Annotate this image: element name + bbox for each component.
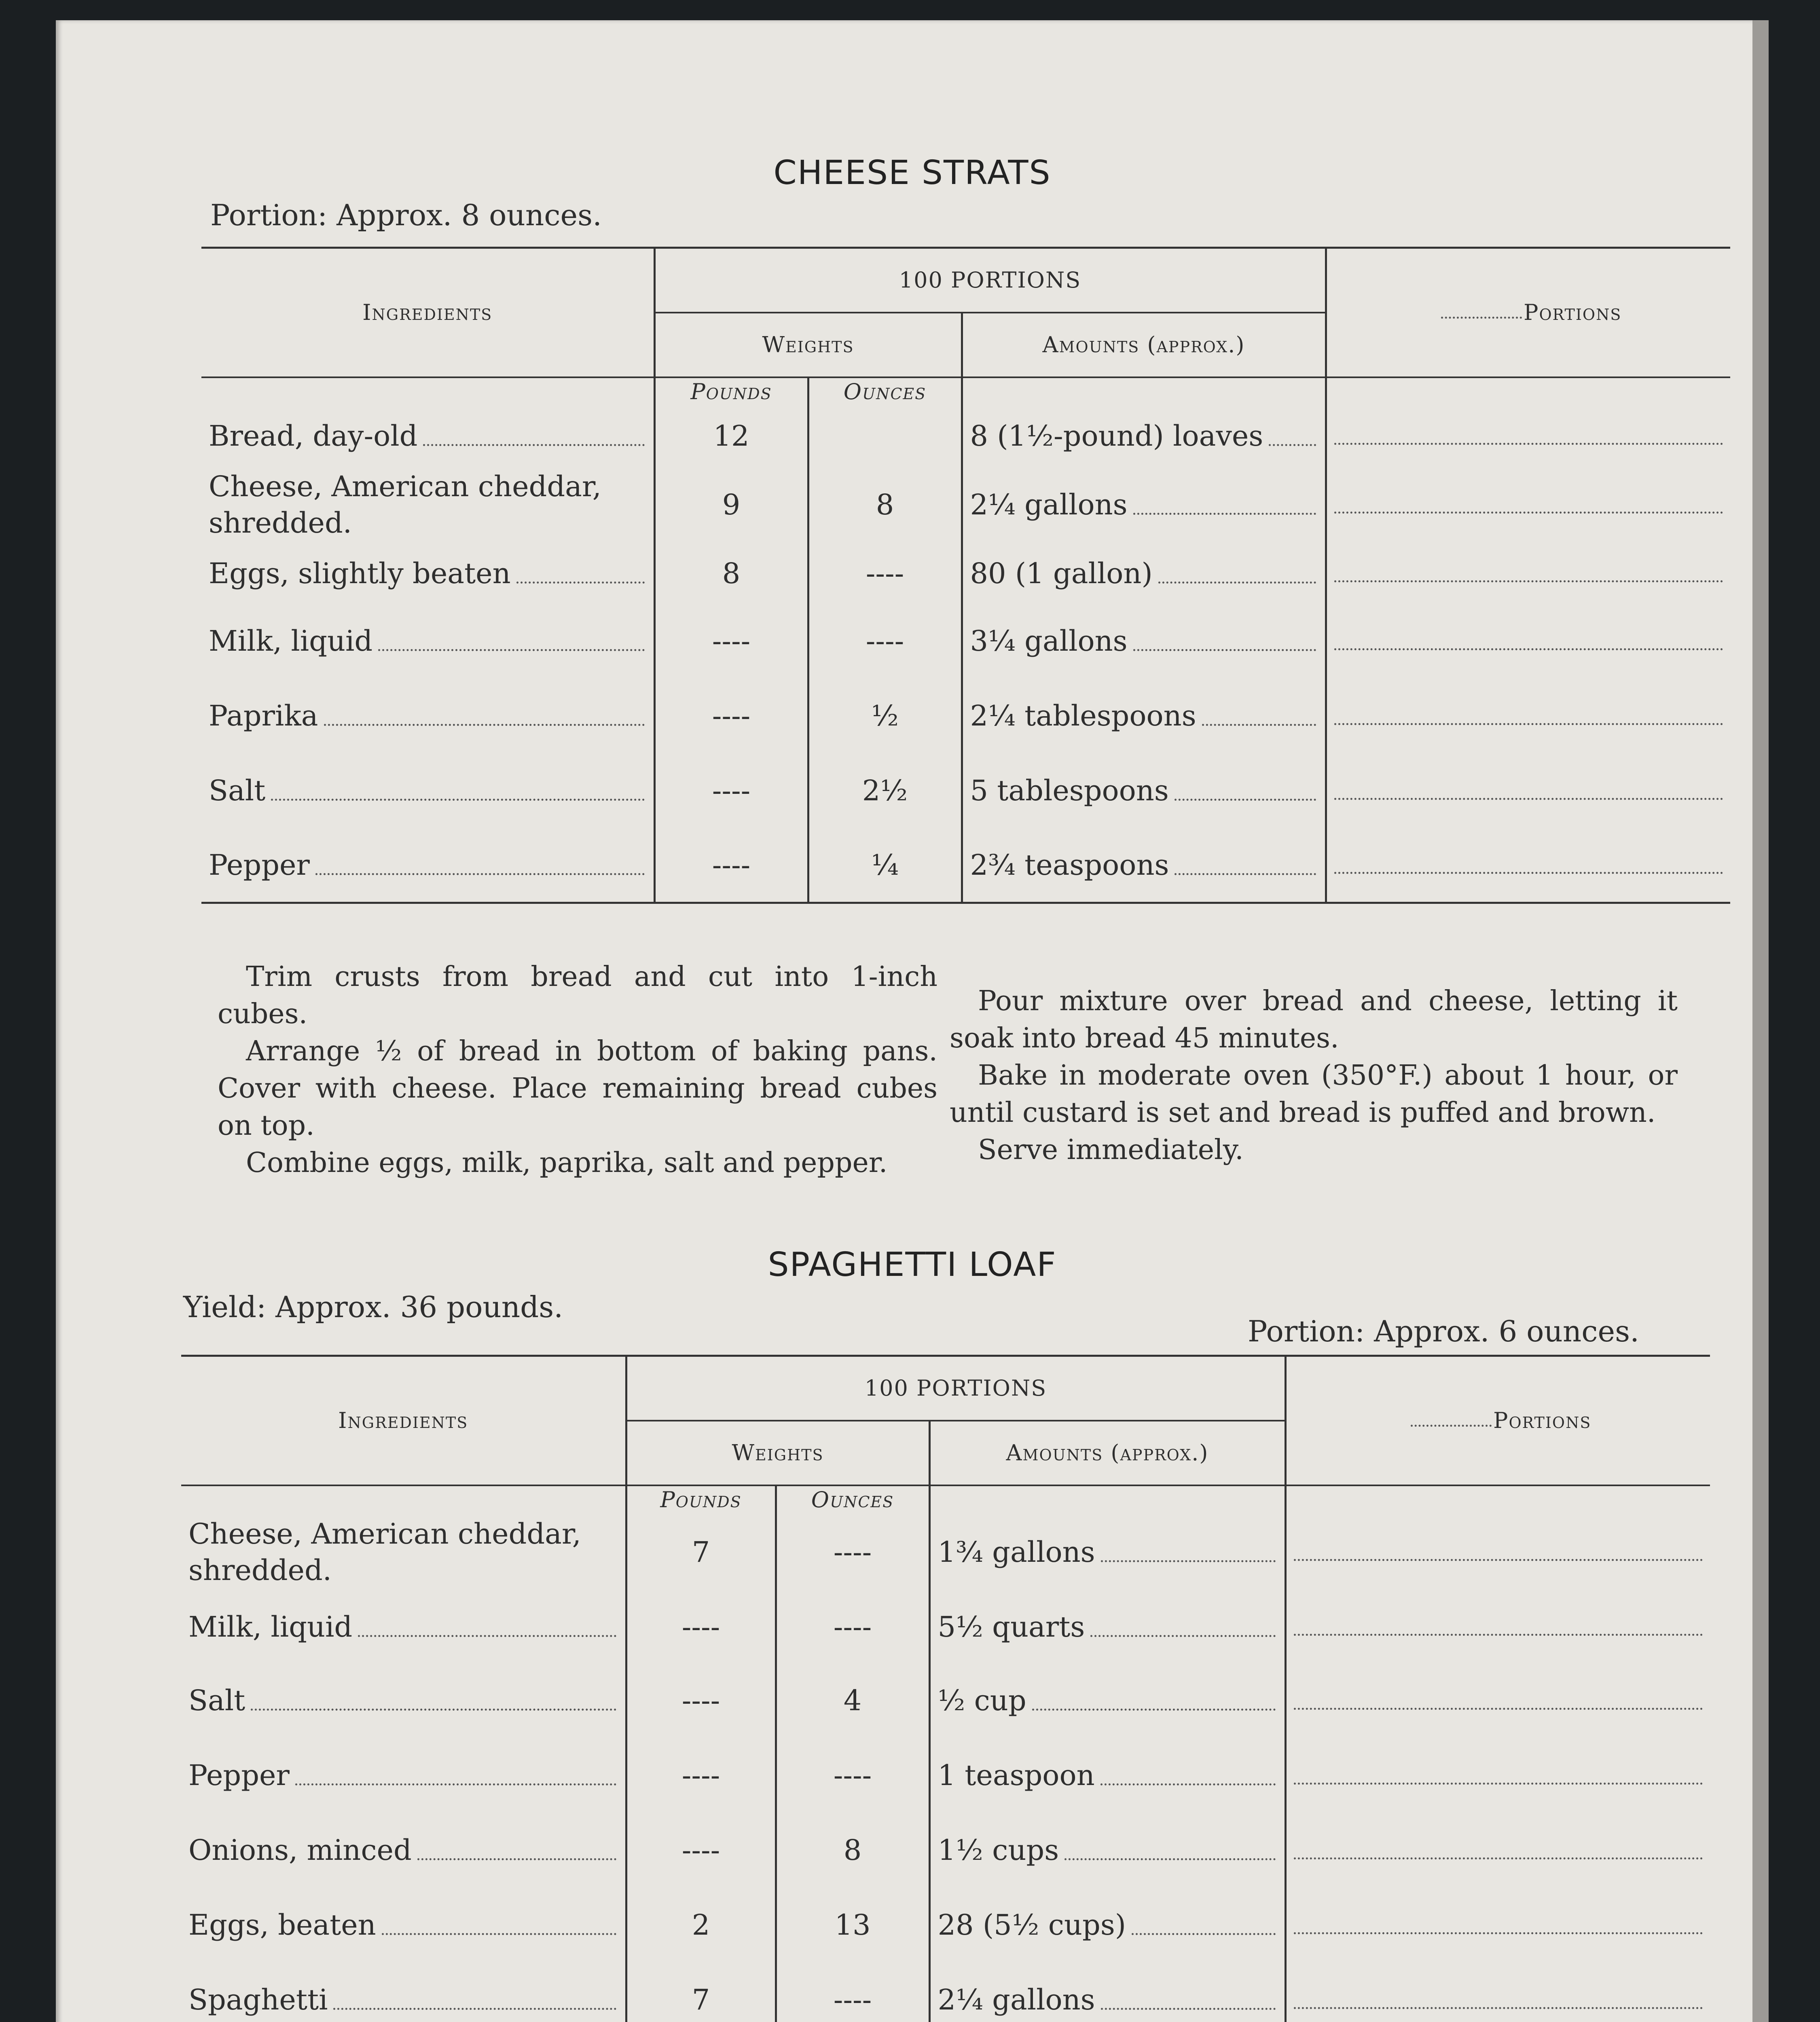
ingredients-table-cheese-strats (201, 247, 1730, 904)
portion-blank-line (1294, 1783, 1703, 1785)
table-row (201, 543, 1730, 604)
pounds-value: ---- (654, 679, 808, 753)
portion-blank-line (1334, 580, 1723, 582)
ingredients-table-spaghetti-loaf (181, 1355, 1710, 2022)
page-edge (1752, 20, 1769, 2022)
ingredient-name: Eggs, slightly beaten (209, 556, 511, 590)
header-weights: Weights (654, 313, 962, 377)
pounds-value: 2 (626, 1888, 776, 1963)
ounces-value: ½ (808, 679, 962, 753)
ingredient-name: Salt (209, 774, 266, 807)
ingredient-name: Bread, day-old (209, 419, 418, 453)
header-100-portions: 100 PORTIONS (654, 248, 1326, 313)
direction-step: Arrange ½ of bread in bottom of baking pans. Cover with cheese. Place remaining bread cubes on top. (218, 1035, 938, 1142)
ounces-value: 4 (776, 1663, 929, 1738)
pounds-value: ---- (654, 604, 808, 679)
amount-value: 1¾ gallons (938, 1535, 1095, 1569)
ingredient-name: Milk, liquid (188, 1610, 353, 1643)
amount-value: 2¼ tablespoons (970, 699, 1196, 732)
header-portions: Portions (1524, 300, 1622, 326)
table-row (181, 1514, 1710, 1591)
ounces-value: ---- (776, 1514, 929, 1591)
amount-value: 5½ quarts (938, 1610, 1085, 1643)
header-ingredients: Ingredients (181, 1356, 626, 1485)
direction-step: Trim crusts from bread and cut into 1-inch cubes. (218, 961, 938, 1030)
table-row (201, 466, 1730, 543)
amount-value: ½ cup (938, 1684, 1026, 1717)
pounds-value: ---- (626, 1813, 776, 1888)
table-row (201, 406, 1730, 466)
ingredient-name: Paprika (209, 699, 318, 732)
table-row (201, 828, 1730, 903)
ounces-value: 13 (776, 1888, 929, 1963)
recipe-title-spaghetti-loaf: SPAGHETTI LOAF (768, 1246, 1057, 1284)
header-portions-col (1326, 248, 1730, 377)
ounces-value: 2½ (808, 753, 962, 828)
header-weights: Weights (626, 1421, 929, 1485)
portion-blank-line (1334, 443, 1723, 445)
header-ounces: Ounces (808, 377, 962, 406)
pounds-value: 7 (626, 1514, 776, 1591)
header-pounds: Pounds (654, 377, 808, 406)
header-portions-col (1285, 1356, 1710, 1485)
table-row (181, 1963, 1710, 2022)
cookbook-page (56, 20, 1769, 2022)
ingredient-name: Pepper (209, 848, 310, 882)
table-row (181, 1738, 1710, 1813)
amount-value: 2¾ teaspoons (970, 848, 1169, 882)
header-ounces: Ounces (776, 1485, 929, 1514)
pounds-value: ---- (626, 1591, 776, 1663)
portion-blank-line (1294, 2007, 1703, 2009)
amount-value: 8 (1½-pound) loaves (970, 419, 1263, 453)
pounds-value: ---- (654, 828, 808, 903)
header-amounts: Amounts (approx.) (929, 1421, 1285, 1485)
recipe-title-cheese-strats: CHEESE STRATS (773, 154, 1051, 192)
direction-step: Bake in moderate oven (350°F.) about 1 hour, or until custard is set and bread is puffed and brown. (950, 1060, 1678, 1129)
header-amounts: Amounts (approx.) (962, 313, 1326, 377)
ingredient-name: Milk, liquid (209, 624, 373, 658)
portion-blank-line (1334, 798, 1723, 800)
directions-right-column (950, 983, 1678, 1169)
portion-note-cheese-strats: Portion: Approx. 8 ounces. (210, 198, 602, 232)
portion-blank-line (1294, 1857, 1703, 1859)
header-ingredients: Ingredients (201, 248, 654, 377)
portion-blank-line (1334, 512, 1723, 514)
table-row (201, 679, 1730, 753)
header-pounds: Pounds (626, 1485, 776, 1514)
pounds-value: 12 (654, 406, 808, 466)
pounds-value: ---- (626, 1663, 776, 1738)
portion-blank-line (1294, 1634, 1703, 1636)
amount-value: 2¼ gallons (970, 488, 1128, 521)
ingredient-name: Pepper (188, 1759, 290, 1792)
portion-note-spaghetti-loaf: Portion: Approx. 6 ounces. (1248, 1314, 1639, 1348)
ingredient-name: Salt (188, 1684, 245, 1717)
pounds-value: ---- (654, 753, 808, 828)
ounces-value: ---- (808, 604, 962, 679)
table-row (181, 1888, 1710, 1963)
ingredient-name: Spaghetti (188, 1983, 328, 2016)
ounces-value: 8 (808, 466, 962, 543)
table-row (181, 1663, 1710, 1738)
ingredient-name: Cheese, American cheddar, shredded. (181, 1514, 626, 1591)
portion-blank-line (1294, 1708, 1703, 1710)
ounces-value: 8 (776, 1813, 929, 1888)
ounces-value (808, 406, 962, 466)
direction-step: Serve immediately. (978, 1134, 1244, 1166)
ounces-value: ---- (776, 1963, 929, 2022)
amount-value: 2¼ gallons (938, 1983, 1095, 2016)
ounces-value: ---- (776, 1738, 929, 1813)
ingredient-name: Cheese, American cheddar, shredded. (201, 466, 654, 543)
yield-note-spaghetti-loaf: Yield: Approx. 36 pounds. (183, 1290, 563, 1324)
header-100-portions: 100 PORTIONS (626, 1356, 1285, 1421)
portion-blank-line (1294, 1932, 1703, 1934)
direction-step: Pour mixture over bread and cheese, letting it soak into bread 45 minutes. (950, 985, 1678, 1054)
portion-blank-line (1334, 872, 1723, 874)
table-row (181, 1813, 1710, 1888)
pounds-value: 8 (654, 543, 808, 604)
table-row (201, 753, 1730, 828)
portion-blank-line (1334, 723, 1723, 725)
table-row (201, 604, 1730, 679)
direction-step: Combine eggs, milk, paprika, salt and pepper. (246, 1147, 888, 1179)
ingredient-name: Eggs, beaten (188, 1908, 376, 1942)
directions-left-column (218, 958, 938, 1182)
ounces-value: ¼ (808, 828, 962, 903)
ounces-value: ---- (776, 1591, 929, 1663)
header-portions: Portions (1493, 1408, 1591, 1434)
amount-value: 1½ cups (938, 1834, 1059, 1867)
ingredient-name: Onions, minced (188, 1834, 412, 1867)
portion-blank-line (1334, 648, 1723, 650)
table-row (181, 1591, 1710, 1663)
amount-value: 28 (5½ cups) (938, 1908, 1126, 1942)
ounces-value: ---- (808, 543, 962, 604)
pounds-value: ---- (626, 1738, 776, 1813)
amount-value: 80 (1 gallon) (970, 556, 1153, 590)
amount-value: 5 tablespoons (970, 774, 1169, 807)
pounds-value: 7 (626, 1963, 776, 2022)
amount-value: 1 teaspoon (938, 1759, 1095, 1792)
pounds-value: 9 (654, 466, 808, 543)
portion-blank-line (1294, 1559, 1703, 1561)
amount-value: 3¼ gallons (970, 624, 1128, 658)
